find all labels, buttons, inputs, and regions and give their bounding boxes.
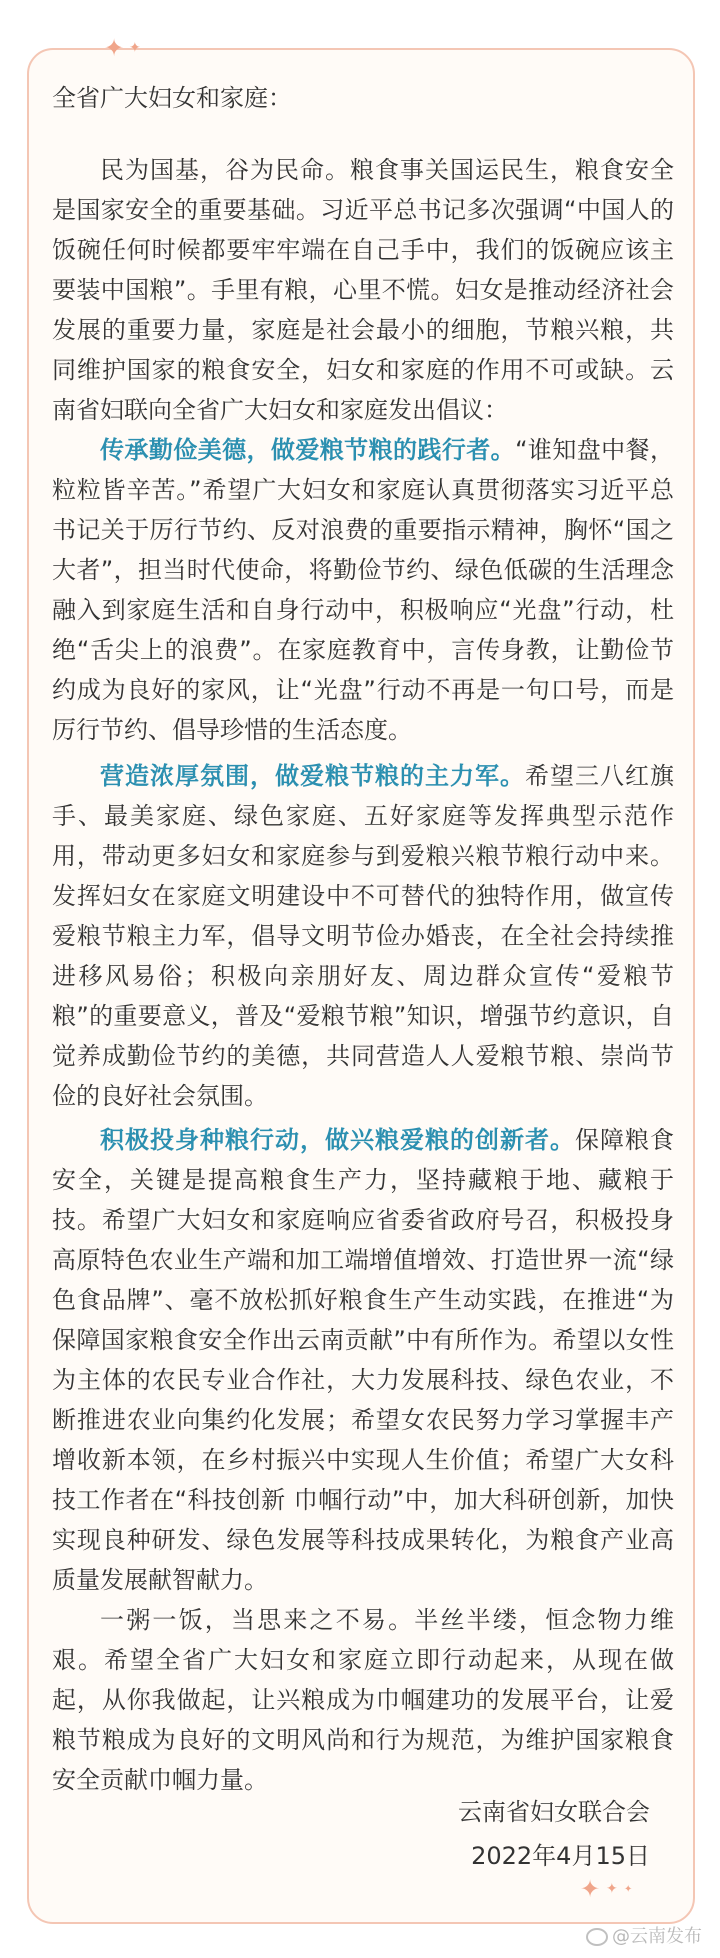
paragraph-text: 民为国基，谷为民命。粮食事关国运民生，粮食安全是国家安全的重要基础。习近平总书记多次强调“中国人的饭碗任何时候都要牢牢端在自己手中，我们的饭碗应该主要装中国粮”。手里有粮，心里不慌。妇女是推动经济社会发展的重要力量，家庭是社会最小的细胞，节粮兴粮，共同维护国家的粮食安全，妇女和家庭的作用不可或缺。云南省妇联向全省广大妇女和家庭发出倡议： xyxy=(52,156,674,424)
signature-date: 2022年4月15日 xyxy=(471,1842,650,1870)
sparkle-icon: ✦ xyxy=(580,1875,601,1903)
sparkle-icon: ✦ xyxy=(104,34,125,62)
paragraph-thrift xyxy=(52,430,674,750)
paragraph-text: 一粥一饭，当思来之不易。半丝半缕，恒念物力维艰。希望全省广大妇女和家庭立即行动起来，从现在做起，从你我做起，让兴粮成为巾帼建功的发展平台，让爱粮节粮成为良好的文明风尚和行为规范，为维护国家粮食安全贡献巾帼力量。 xyxy=(52,1606,674,1794)
sparkle-icon: ✦ xyxy=(606,1881,618,1897)
weibo-icon xyxy=(586,1928,608,1946)
paragraph-text: 希望三八红旗手、最美家庭、绿色家庭、五好家庭等发挥典型示范作用，带动更多妇女和家庭参与到爱粮兴粮节粮行动中来。发挥妇女在家庭文明建设中不可替代的独特作用，做宣传爱粮节粮主力军，倡导文明节俭办婚丧，在全社会持续推进移风易俗；积极向亲朋好友、周边群众宣传“爱粮节粮”的重要意义，普及“爱粮节粮”知识，增强节约意识，自觉养成勤俭节约的美德，共同营造人人爱粮节粮、崇尚节俭的良好社会氛围。 xyxy=(52,762,674,1110)
greeting: 全省广大妇女和家庭： xyxy=(52,84,292,112)
paragraph-heading: 积极投身种粮行动，做兴粮爱粮的创新者。 xyxy=(100,1126,575,1154)
paragraph-intro xyxy=(52,150,674,430)
paragraph-heading: 营造浓厚氛围，做爱粮节粮的主力军。 xyxy=(100,762,525,790)
watermark xyxy=(586,1922,702,1948)
sparkle-icon: ✦ xyxy=(624,1884,633,1895)
watermark-text: @云南发布 xyxy=(612,1926,702,1947)
paragraph-atmosphere xyxy=(52,756,674,1116)
paragraph-closing xyxy=(52,1600,674,1800)
paragraph-text: “谁知盘中餐，粒粒皆辛苦。”希望广大妇女和家庭认真贯彻落实习近平总书记关于厉行节约、反对浪费的重要指示精神，胸怀“国之大者”，担当时代使命，将勤俭节约、绿色低碳的生活理念融入到家庭生活和自身行动中，积极响应“光盘”行动，杜绝“舌尖上的浪费”。在家庭教育中，言传身教，让勤俭节约成为良好的家风，让“光盘”行动不再是一句口号，而是厉行节约、倡导珍惜的生活态度。 xyxy=(52,436,675,744)
paragraph-text: 保障粮食安全，关键是提高粮食生产力，坚持藏粮于地、藏粮于技。希望广大妇女和家庭响应省委省政府号召，积极投身高原特色农业生产端和加工端增值增效、打造世界一流“绿色食品牌”、毫不放松抓好粮食生产生动实践，在推进“为保障国家粮食安全作出云南贡献”中有所作为。希望以女性为主体的农民专业合作社，大力发展科技、绿色农业，不断推进农业向集约化发展；希望女农民努力学习掌握丰产增收新本领，在乡村振兴中实现人生价值；希望广大女科技工作者在“科技创新 巾帼行动”中，加大科研创新，加快实现良种研发、绿色发展等科技成果转化，为粮食产业高质量发展献智献力。 xyxy=(52,1126,674,1594)
paragraph-innovation xyxy=(52,1120,674,1600)
paragraph-heading: 传承勤俭美德，做爱粮节粮的践行者。 xyxy=(100,436,516,464)
sparkle-icon: ✦ xyxy=(129,40,141,56)
signature-org: 云南省妇女联合会 xyxy=(458,1798,650,1826)
